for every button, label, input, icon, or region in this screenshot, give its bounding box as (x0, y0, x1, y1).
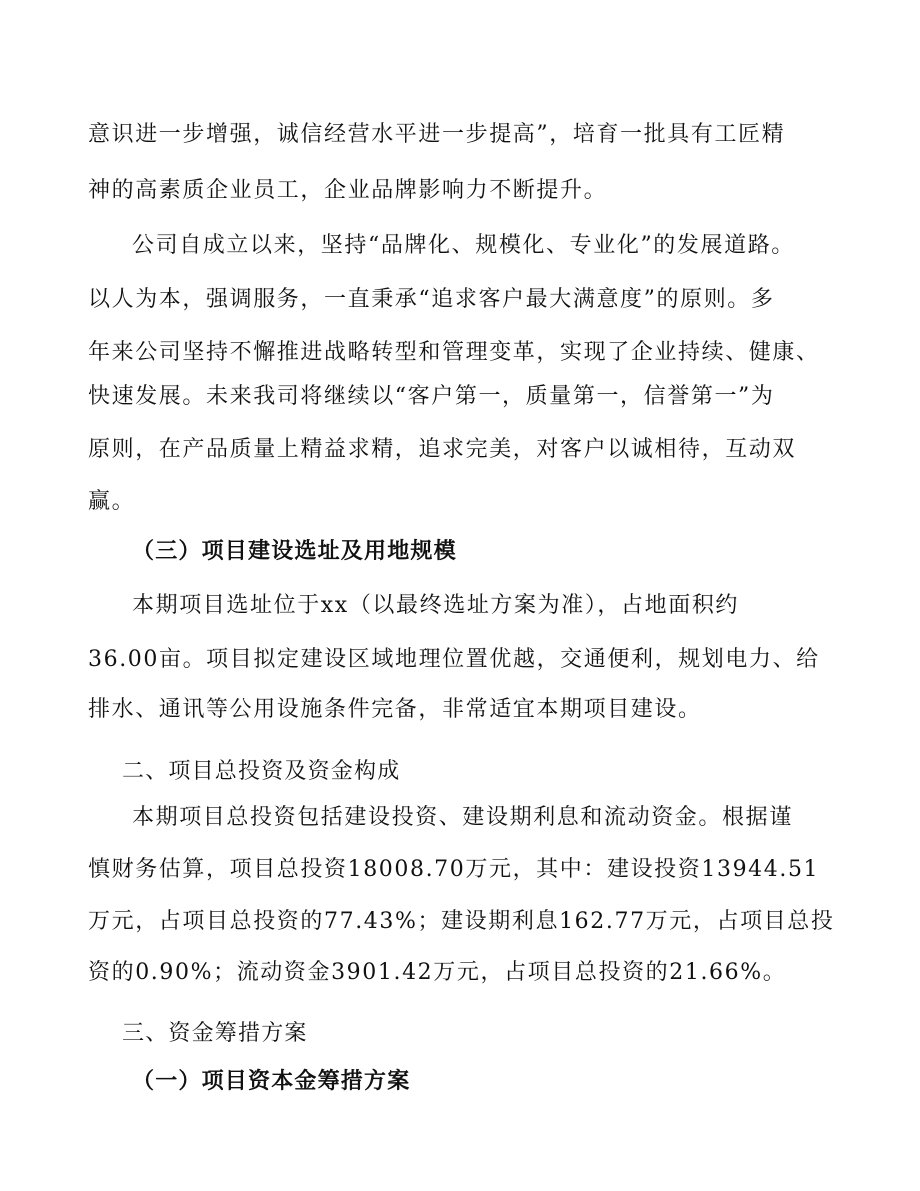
section-heading-site: （三）项目建设选址及用地规模 (132, 539, 457, 564)
paragraph-line: 本期项目选址位于xx（以最终选址方案为准），占地面积约 (132, 593, 740, 618)
section-heading-funding: 三、资金筹措方案 (122, 1021, 308, 1046)
paragraph-line: 公司自成立以来，坚持“品牌化、规模化、专业化”的发展道路。 (132, 233, 795, 258)
paragraph-line: 快速发展。未来我司将继续以“客户第一，质量第一，信誉第一”为 (88, 384, 775, 409)
paragraph-line: 赢。 (88, 489, 136, 514)
paragraph-line: 原则，在产品质量上精益求精，追求完美，对客户以诚相待，互动双 (88, 437, 797, 462)
section-heading-capital: （一）项目资本金筹措方案 (132, 1069, 411, 1094)
paragraph-line: 年来公司坚持不懈推进战略转型和管理变革，实现了企业持续、健康、 (88, 340, 820, 365)
paragraph-line: 36.00亩。项目拟定建设区域地理位置优越，交通便利，规划电力、给 (88, 647, 820, 672)
paragraph-line: 万元，占项目总投资的77.43%；建设期利息162.77万元，占项目总投 (88, 909, 835, 934)
paragraph-line: 神的高素质企业员工，企业品牌影响力不断提升。 (88, 178, 608, 203)
section-heading-investment: 二、项目总投资及资金构成 (122, 759, 401, 784)
paragraph-line: 排水、通讯等公用设施条件完备，非常适宜本期项目建设。 (88, 697, 702, 722)
paragraph-line: 慎财务估算，项目总投资18008.70万元，其中：建设投资13944.51 (88, 857, 820, 882)
paragraph-line: 以人为本，强调服务，一直秉承“追求客户最大满意度”的原则。多 (88, 287, 775, 312)
paragraph-line: 资的0.90%；流动资金3901.42万元，占项目总投资的21.66%。 (88, 960, 787, 985)
paragraph-line: 本期项目总投资包括建设投资、建设期利息和流动资金。根据谨 (132, 805, 793, 830)
paragraph-line: 意识进一步增强，诚信经营水平进一步提高”，培育一批具有工匠精 (88, 122, 786, 147)
